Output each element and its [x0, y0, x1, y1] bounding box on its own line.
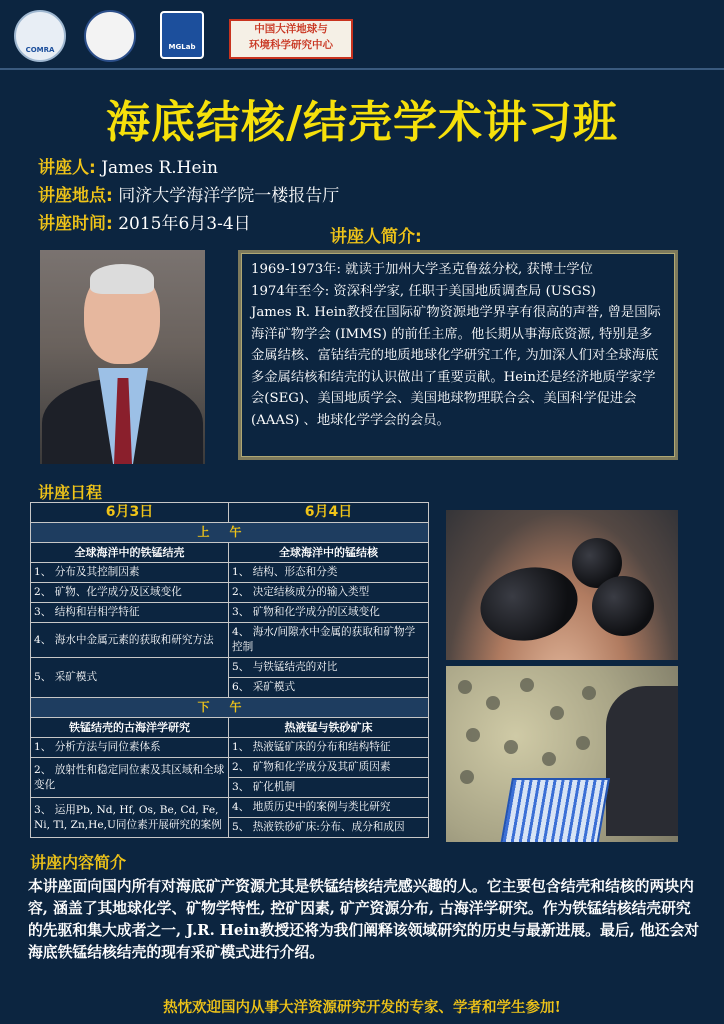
am-right-item: 5、 与铁锰结壳的对比 — [229, 658, 429, 678]
speaker-photo — [40, 250, 205, 464]
am-left-item: 2、 矿物、化学成分及区域变化 — [31, 583, 229, 603]
bio-heading: 讲座人简介: — [330, 227, 422, 247]
schedule-heading: 讲座日程 — [38, 483, 103, 502]
nodules-in-hands-photo — [446, 510, 678, 660]
pm-right-item: 1、 热液锰矿床的分布和结构特征 — [229, 738, 429, 758]
day1-header: 6月3日 — [31, 503, 229, 523]
am-left-item: 4、 海水中金属元素的获取和研究方法 — [31, 623, 229, 658]
am-left-item: 5、 采矿模式 — [31, 658, 229, 698]
am-right-title: 全球海洋中的锰结核 — [229, 543, 429, 563]
speaker-row — [38, 156, 218, 180]
morning-header: 上午 — [31, 523, 429, 543]
bio-paragraph: James R. Hein教授在国际矿物资源地学界享有很高的声誉, 曾是国际海洋矿物学会 (IMMS) 的前任主席。他长期从事海底资源, 特别是多金属结核、富钴结壳的地质地球化学研究工作, 为加深人们对全球海底多金属结核和结壳的认识做出了重要贡献。Hein还是经济地质学家学会(SEG)、美国地质学会、美国地球物理联合会、美国科学促进会 (AAAS) 、地球化学学会的会员。 — [251, 305, 661, 428]
day2-header: 6月4日 — [229, 503, 429, 523]
bio-line-1: 1969-1973年: 就读于加州大学圣克鲁兹分校, 获博士学位 — [251, 262, 593, 277]
seafloor-nodules-photo — [446, 666, 678, 842]
research-center-logo — [229, 19, 353, 59]
page-title: 海底结核/结壳学术讲习班 — [105, 97, 619, 148]
am-right-item: 1、 结构、形态和分类 — [229, 563, 429, 583]
header-divider — [0, 68, 724, 70]
comra-logo — [14, 10, 66, 62]
pm-left-title: 铁锰结壳的古海洋学研究 — [31, 718, 229, 738]
schedule-table — [30, 502, 429, 838]
am-left-title: 全球海洋中的铁锰结壳 — [31, 543, 229, 563]
pm-right-item: 4、 地质历史中的案例与类比研究 — [229, 798, 429, 818]
location-label: 讲座地点: — [38, 186, 113, 206]
research-center-line1: 中国大洋地球与 — [254, 23, 328, 35]
time-label: 讲座时间: — [38, 214, 113, 234]
am-right-item: 2、 决定结核成分的输入类型 — [229, 583, 429, 603]
am-right-item: 3、 矿物和化学成分的区域变化 — [229, 603, 429, 623]
pm-left-item: 1、 分析方法与同位素体系 — [31, 738, 229, 758]
am-right-item: 4、 海水/间隙水中金属的获取和矿物学控制 — [229, 623, 429, 658]
tongji-university-logo — [84, 10, 136, 62]
mglab-logo — [160, 11, 204, 59]
content-heading: 讲座内容简介 — [30, 853, 127, 872]
pm-right-item: 5、 热液铁砂矿床:分布、成分和成因 — [229, 818, 429, 838]
bio-box — [238, 250, 678, 460]
bio-line-2: 1974年至今: 资深科学家, 任职于美国地质调查局 (USGS) — [251, 283, 596, 299]
am-left-item: 1、 分布及其控制因素 — [31, 563, 229, 583]
time-row — [38, 212, 251, 236]
research-center-line2: 环境科学研究中心 — [249, 39, 333, 51]
pm-right-item: 2、 矿物和化学成分及其矿质因素 — [229, 758, 429, 778]
time-value: 2015年6月3-4日 — [118, 214, 251, 234]
speaker-label: 讲座人: — [38, 158, 96, 178]
pm-right-title: 热液锰与铁砂矿床 — [229, 718, 429, 738]
mglab-logo-text: MGLab — [168, 43, 196, 51]
pm-left-item: 3、 运用Pb, Nd, Hf, Os, Be, Cd, Fe, Ni, Tl, Zn,He,U同位素开展研究的案例 — [31, 798, 229, 838]
welcome-footer: 热忱欢迎国内从事大洋资源研究开发的专家、学者和学生参加! — [163, 999, 561, 1016]
afternoon-header: 下午 — [31, 698, 429, 718]
am-left-item: 3、 结构和岩相学特征 — [31, 603, 229, 623]
comra-logo-text: COMRA — [25, 46, 55, 54]
header-bar — [0, 0, 724, 68]
am-right-item: 6、 采矿模式 — [229, 678, 429, 698]
content-paragraph: 本讲座面向国内所有对海底矿产资源尤其是铁锰结核结壳感兴趣的人。它主要包含结壳和结核的两块内容, 涵盖了其地球化学、矿物学特性, 控矿因素, 矿产资源分布, 古海洋学研究。作为铁锰结核结壳研究的先驱和集大成者之一, J.R. Hein教授还将为我们阐释该领域研究的历史与最新进展。最后, 他还会对海底铁锰结核结壳的现有采矿模式进行介绍。 — [28, 878, 700, 961]
location-row — [38, 184, 339, 208]
pm-right-item: 3、 矿化机制 — [229, 778, 429, 798]
pm-left-item: 2、 放射性和稳定同位素及其区域和全球变化 — [31, 758, 229, 798]
speaker-value: James R.Hein — [101, 158, 218, 178]
location-value: 同济大学海洋学院一楼报告厅 — [118, 186, 340, 206]
